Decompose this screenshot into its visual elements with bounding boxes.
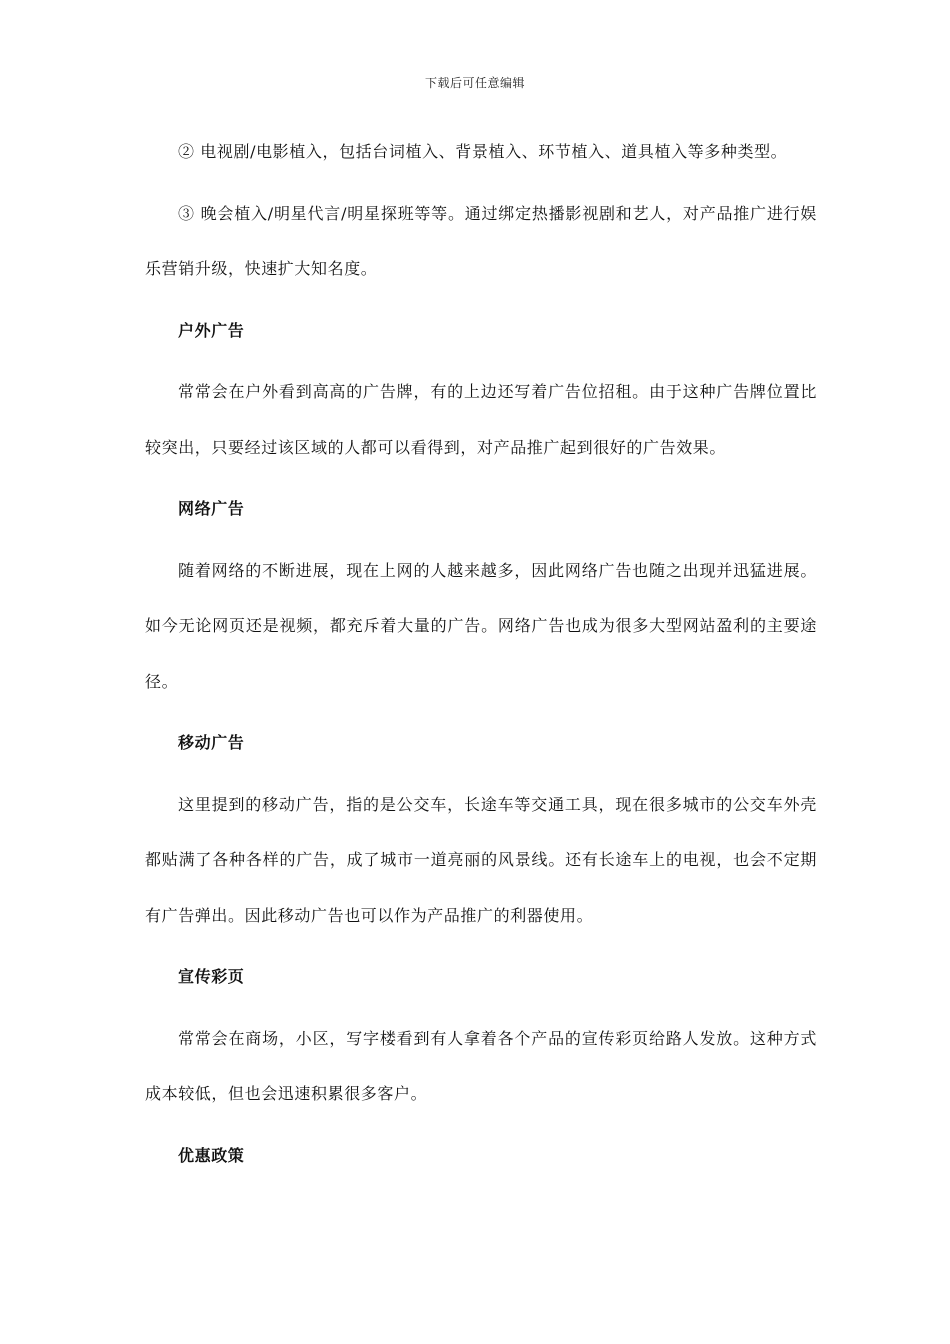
page-header: 下载后可任意编辑	[424, 76, 525, 90]
paragraph-outdoor-ads: 常常会在户外看到高高的广告牌，有的上边还写着广告位招租。由于这种广告牌位置比较突出，只要经过该区域的人都可以看得到，对产品推广起到很好的广告效果。	[145, 382, 817, 457]
heading-flyers: 宣传彩页	[178, 967, 245, 986]
heading-discount-policy: 优惠政策	[178, 1145, 245, 1165]
paragraph-flyers: 常常会在商场，小区，写字楼看到有人拿着各个产品的宣传彩页给路人发放。这种方式成本较低，但也会迅速积累很多客户。	[145, 1028, 817, 1103]
paragraph-online-ads: 随着网络的不断进展，现在上网的人越来越多，因此网络广告也随之出现并迅猛进展。如今无论网页还是视频，都充斥着大量的广告。网络广告也成为很多大型网站盈利的主要途径。	[145, 560, 817, 691]
paragraph-mobile-ads: 这里提到的移动广告，指的是公交车，长途车等交通工具，现在很多城市的公交车外壳都贴满了各种各样的广告，成了城市一道亮丽的风景线。还有长途车上的电视，也会不定期有广告弹出。因此移动广告也可以作为产品推广的利器使用。	[145, 794, 817, 925]
paragraph-gala-placement: ③ 晚会植入/明星代言/明星探班等等。通过绑定热播影视剧和艺人，对产品推广进行娱乐营销升级，快速扩大知名度。	[145, 203, 817, 278]
heading-outdoor-ads: 户外广告	[178, 320, 245, 340]
document-body	[145, 124, 817, 1183]
heading-mobile-ads: 移动广告	[178, 733, 245, 752]
heading-online-ads: 网络广告	[178, 499, 245, 518]
paragraph-tv-movie-placement: ② 电视剧/电影植入，包括台词植入、背景植入、环节植入、道具植入等多种类型。	[178, 142, 788, 161]
